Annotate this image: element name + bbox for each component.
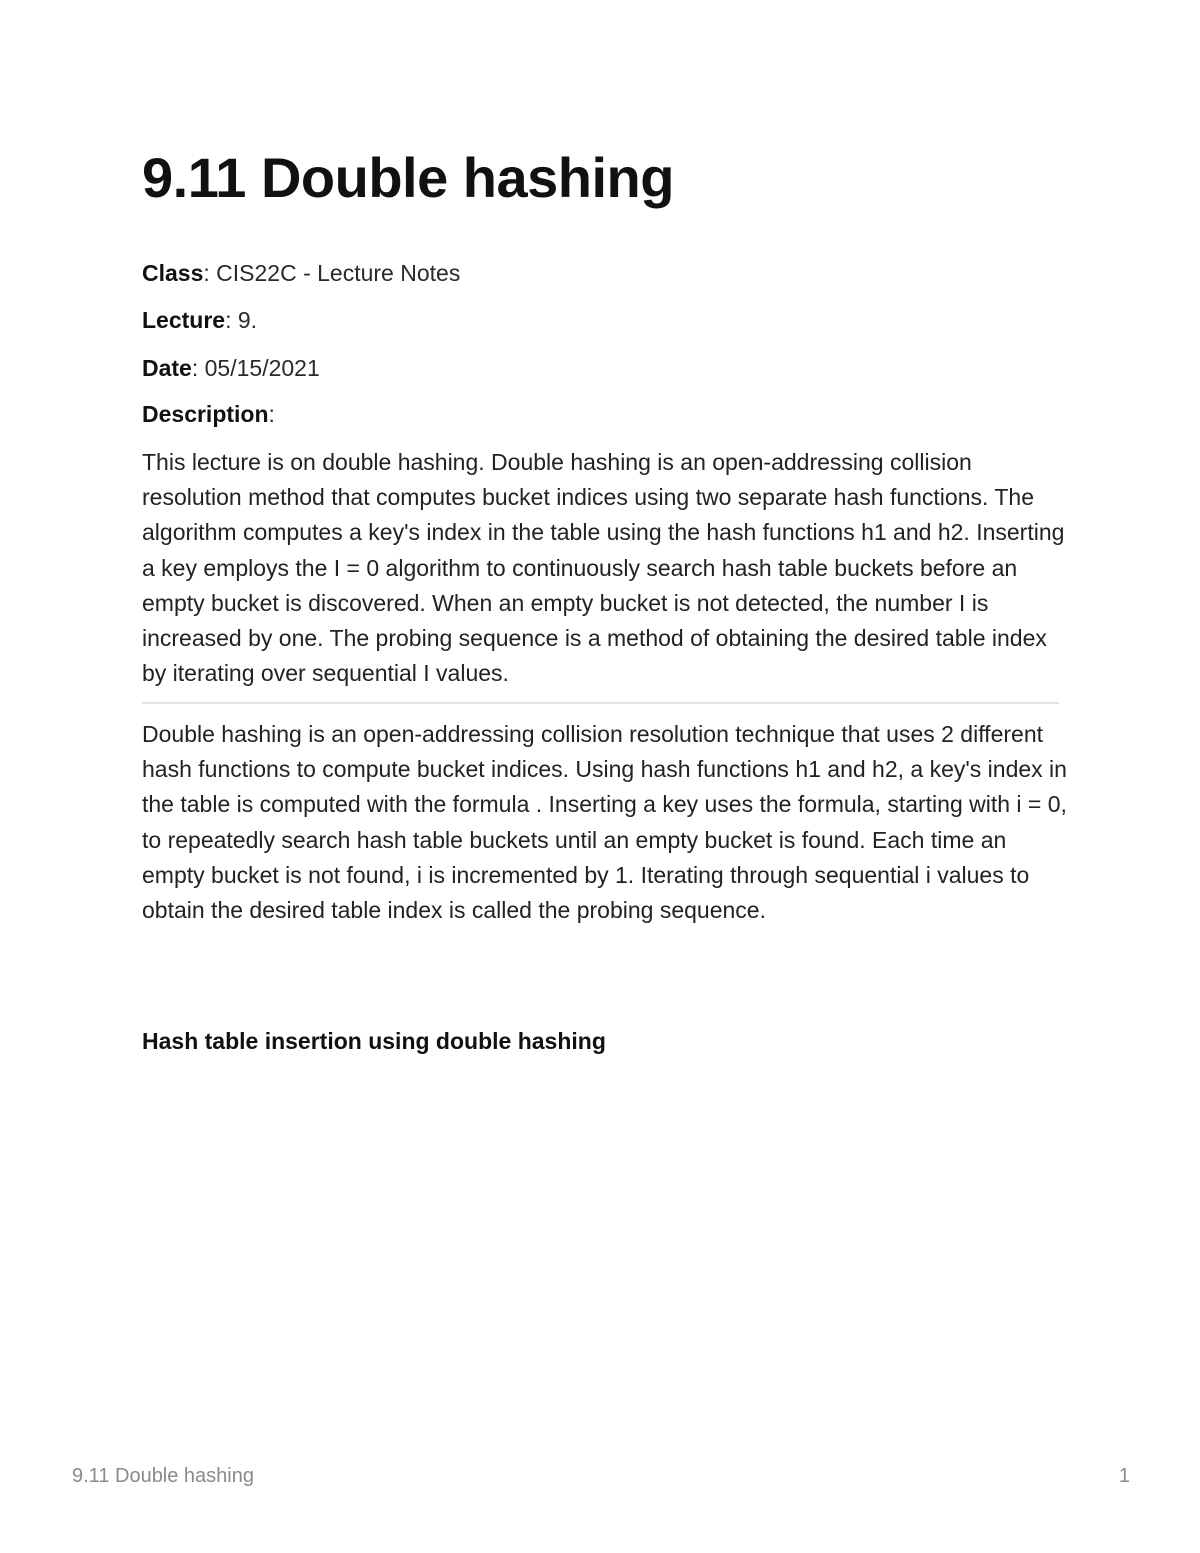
body-paragraph: Double hashing is an open-addressing collision resolution technique that uses 2 different hash functions to compute bucket indices. Using hash functions h1 and h2, a key's index in the table is computed with the formula . Inserting a key uses the formula, starting with i = 0, to repeatedly search hash table buckets until an empty bucket is found. Each time an empty bucket is not found, i is incremented by 1. Iterating through sequential i values to obtain the desired table index is called the probing sequence. [142,721,1067,924]
description-paragraph: This lecture is on double hashing. Double hashing is an open-addressing collision resolution method that computes bucket indices using two separate hash functions. The algorithm computes a key's index in the table using the hash functions h1 and h2. Inserting a key employs the I = 0 algorithm to continuously search hash table buckets before an empty bucket is discovered. When an empty bucket is not detected, the number I is increased by one. The probing sequence is a method of obtaining the desired table index by iterating over sequential I values. [142,449,1065,687]
property-description-key: Description [142,401,269,427]
section-heading: Hash table insertion using double hashing [142,1028,606,1054]
footer-page-number: 1 [1118,1465,1130,1487]
property-lecture: Lecture: 9. [142,307,258,333]
property-date-value: 05/15/2021 [204,355,320,381]
divider [142,702,1059,704]
footer-title: 9.11 Double hashing [72,1465,254,1487]
property-date-key: Date [142,355,192,381]
property-lecture-value: 9. [237,307,258,333]
property-date: Date: 05/15/2021 [142,355,320,381]
page-title: 9.11 Double hashing [142,146,674,209]
property-lecture-key: Lecture [142,307,226,333]
property-class-key: Class [142,260,204,286]
property-description: Description: [142,401,275,427]
property-class: Class: CIS22C - Lecture Notes [142,260,461,286]
property-class-value: CIS22C - Lecture Notes [216,260,461,286]
